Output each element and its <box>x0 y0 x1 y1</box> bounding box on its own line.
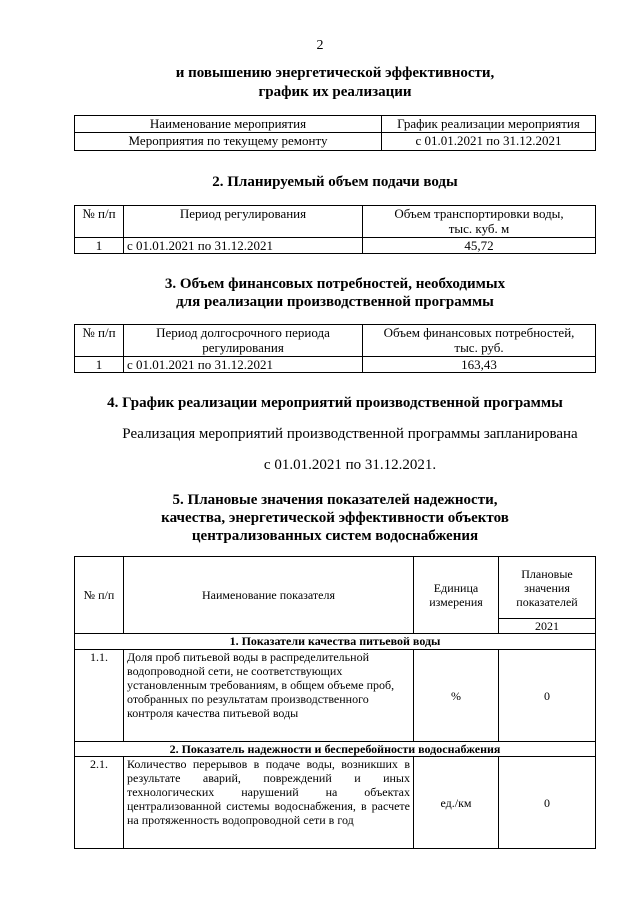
col-header-plan <box>499 557 596 619</box>
value-cell: 0 <box>499 650 596 742</box>
period-header-line1: Период долгосрочного периода <box>156 325 330 340</box>
section5-table <box>74 556 596 849</box>
period-header-line2: регулирования <box>202 340 284 355</box>
section1-title-line1: и повышению энергетической эффективности, <box>175 65 495 81</box>
row-num: 2.1. <box>75 757 124 849</box>
section5-title-line2: качества, энергетической эффективности объектов <box>161 510 509 526</box>
section2-table <box>74 205 596 254</box>
section3-table <box>74 324 596 373</box>
col-header-indicator: Наименование показателя <box>124 557 414 634</box>
num-cell: 1 <box>75 357 124 373</box>
group-header-reliability: 2. Показатель надежности и бесперебойности водоснабжения <box>75 742 596 757</box>
plan-header-line2: значения <box>524 580 570 595</box>
indicator-text: Количество перерывов в подаче воды, возникших в результате аварий, повреждений и иных технологических нарушений на объектах централизованной системы водоснабжения, в расчете на протяженность водопроводной сети в год <box>124 757 414 849</box>
col-header-num: № п/п <box>75 325 124 357</box>
value-cell: 0 <box>499 757 596 849</box>
col-header-measure: Наименование мероприятия <box>75 116 382 133</box>
section2-title: 2. Планируемый объем подачи воды <box>212 174 458 190</box>
indicator-text: Доля проб питьевой воды в распределительной водопроводной сети, не соответствующих установленным требованиям, в общем объеме проб, отобранных по результатам производственного контроля качества питьевой воды <box>124 650 414 742</box>
num-cell: 1 <box>75 238 124 254</box>
row-num: 1.1. <box>75 650 124 742</box>
plan-header-line1: Плановые <box>521 566 573 581</box>
finance-cell: 163,43 <box>363 357 596 373</box>
period-cell: с 01.01.2021 по 31.12.2021 <box>124 357 363 373</box>
section5-title-line1: 5. Плановые значения показателей надежности, <box>172 492 498 508</box>
section1-title-line2: график их реализации <box>258 84 412 100</box>
col-header-volume <box>363 206 596 238</box>
col-header-num: № п/п <box>75 206 124 238</box>
col-header-finance <box>363 325 596 357</box>
section4-title: 4. График реализации мероприятий производственной программы <box>107 395 563 411</box>
section3-title-line1: 3. Объем финансовых потребностей, необходимых <box>164 276 506 292</box>
section1-table <box>74 115 596 151</box>
finance-header-line2: тыс. руб. <box>454 340 504 355</box>
measure-cell: Мероприятия по текущему ремонту <box>75 133 382 151</box>
schedule-cell: с 01.01.2021 по 31.12.2021 <box>382 133 596 151</box>
col-header-period <box>124 325 363 357</box>
unit-header-line2: измерения <box>429 595 483 609</box>
col-header-period: Период регулирования <box>124 206 363 238</box>
col-header-unit <box>414 557 499 634</box>
unit-cell: % <box>414 650 499 742</box>
col-header-year: 2021 <box>499 619 596 634</box>
finance-header-line1: Объем финансовых потребностей, <box>383 325 575 340</box>
section4-text-line2: с 01.01.2021 по 31.12.2021. <box>263 457 437 473</box>
section5-title-line3: централизованных систем водоснабжения <box>191 528 479 544</box>
col-header-schedule: График реализации мероприятия <box>382 116 596 133</box>
volume-cell: 45,72 <box>363 238 596 254</box>
group-header-quality: 1. Показатели качества питьевой воды <box>75 634 596 650</box>
section4-text-line1: Реализация мероприятий производственной программы запланирована <box>122 426 578 442</box>
unit-header-line1: Единица <box>433 581 479 595</box>
section3-title-line2: для реализации производственной программы <box>176 294 494 310</box>
volume-header-line2: тыс. куб. м <box>448 221 510 236</box>
col-header-num: № п/п <box>75 557 124 634</box>
volume-header-line1: Объем транспортировки воды, <box>394 206 564 221</box>
period-cell: с 01.01.2021 по 31.12.2021 <box>124 238 363 254</box>
plan-header-line3: показателей <box>516 594 578 609</box>
page-number: 2 <box>316 38 324 53</box>
unit-cell: ед./км <box>414 757 499 849</box>
